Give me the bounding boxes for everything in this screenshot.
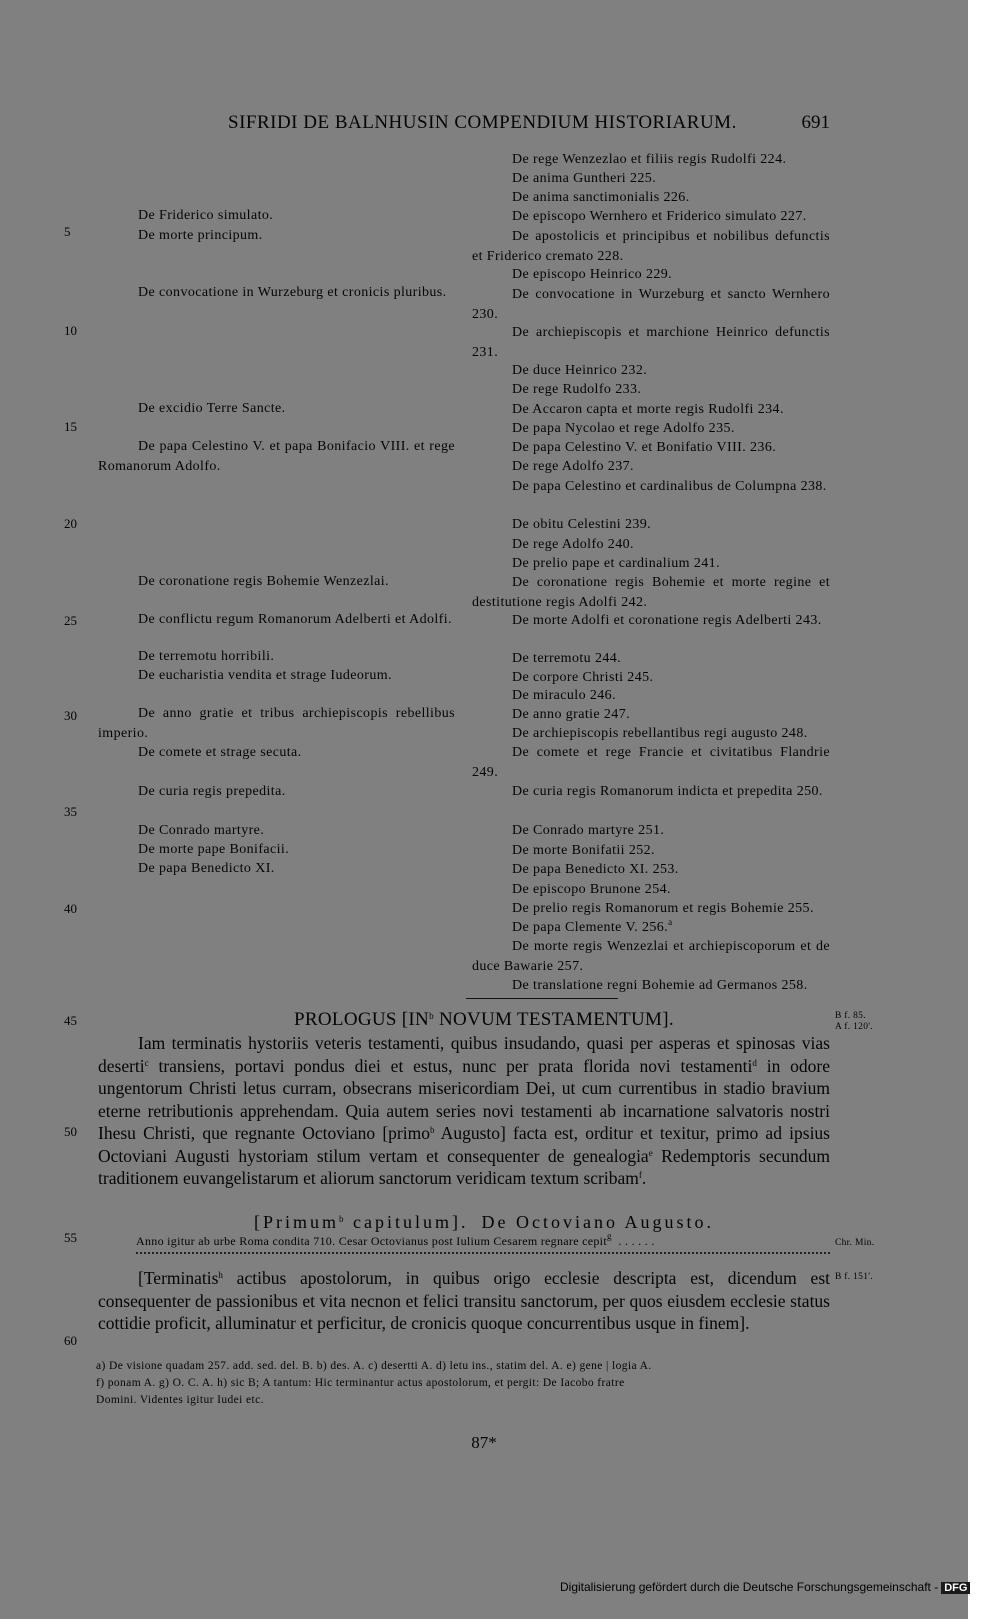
- footnote-marker: h: [218, 1270, 223, 1280]
- left-entry: De Conrado martyre.: [138, 823, 265, 838]
- right-column: [472, 0, 830, 1000]
- left-entry: De conflictu regum Romanorum Adelberti et Adolfi.: [138, 612, 452, 627]
- running-title: SIFRIDI DE BALNHUSIN COMPENDIUM HISTORIARUM.: [228, 112, 737, 133]
- funding-text: Digitalisierung gefördert durch die Deutsche Forschungsgemeinschaft -: [560, 1580, 939, 1594]
- text-run: [Terminatis: [138, 1268, 219, 1288]
- right-entry: De translatione regni Bohemie ad Germanos 258.: [512, 978, 808, 993]
- left-entry: De eucharistia vendita et strage Iudeorum.: [138, 668, 392, 683]
- left-entry: De convocatione in Wurzeburg et cronicis pluribus.: [138, 285, 447, 300]
- chronicle-text: Anno igitur ab urbe Roma condita 710. Cesar Octovianus post Iulium Cesarem regnare cepit: [136, 1234, 607, 1248]
- margin-note-a-f120: A f. 120'.: [835, 1022, 873, 1032]
- footnote-line: a) De visione quadam 257. add. sed. del. B. b) des. A. c) desertti A. d) letu ins., statim del. A. e) gene | logia A.: [96, 1360, 652, 1372]
- right-entry: De rege Adolfo 237.: [512, 459, 634, 474]
- chapter-body: [98, 1267, 830, 1335]
- leader-dots: . . . . . .: [618, 1234, 655, 1248]
- right-entry: De morte Bonifatii 252.: [512, 843, 655, 858]
- right-entry: De anima sanctimonialis 226.: [512, 190, 690, 205]
- text-run: actibus apostolorum, in quibus origo ecclesie descripta est, dicendum est consequenter de passionibus et vita necnon et felici transitu sanctorum, per quos eiusdem ecclesie status cottidie proficit, alluminatur et perficitur, de cronicis quoque concurrentibus usque in finem].: [98, 1268, 830, 1333]
- right-entry-text: De papa Clemente V. 256.: [512, 920, 669, 935]
- right-entry: De convocatione in Wurzeburg et sancto Wernhero 230.: [472, 287, 830, 322]
- footnote-marker: a: [668, 917, 673, 927]
- line-number: 30: [64, 708, 77, 723]
- funding-notice: [560, 1580, 970, 1594]
- margin-note-b-f151: B f. 151'.: [835, 1272, 873, 1282]
- footnote-line: Domini. Videntes igitur Iudei etc.: [96, 1394, 264, 1406]
- text-run: Augusto] facta est, orditur et texitur, primo ad ipsius Octoviani Augusti hystoriam stilum vertam et consequenter de genealogia: [98, 1123, 830, 1166]
- page-number: 691: [801, 112, 830, 133]
- chronicle-line: [136, 1231, 830, 1249]
- line-number: 20: [64, 516, 77, 531]
- footnote-marker: b: [339, 1214, 346, 1224]
- footnote-marker: g: [606, 1231, 612, 1241]
- chapter-title-part: [Primum: [254, 1212, 340, 1232]
- footnote-marker: e: [648, 1147, 653, 1158]
- text-run: Iam terminatis hystoriis veteris testamenti, quibus insudando, quasi per asperas et spinosas vias deserti: [98, 1033, 830, 1076]
- chapter-paragraph: [98, 1267, 830, 1335]
- right-entry: De archiepiscopis rebellantibus regi augusto 248.: [512, 726, 808, 741]
- right-entry: De duce Heinrico 232.: [512, 363, 648, 378]
- signature-mark: 87*: [471, 1433, 497, 1452]
- margin-note: [835, 1011, 873, 1033]
- right-entry: De episcopo Brunone 254.: [512, 882, 671, 897]
- line-number: 50: [64, 1124, 77, 1139]
- right-entry: De rege Wenzezlao et filiis regis Rudolfi 224.: [512, 152, 787, 167]
- left-entry: De morte pape Bonifacii.: [138, 842, 290, 857]
- right-entry: De morte regis Wenzezlai et archiepiscoporum et de duce Bawarie 257.: [472, 939, 830, 974]
- right-entry: De comete et rege Francie et civitatibus Flandrie 249.: [472, 745, 830, 780]
- dfg-logo: DFG: [941, 1582, 970, 1594]
- footnote-marker: f: [638, 1170, 642, 1180]
- line-number: 60: [64, 1333, 77, 1348]
- dotted-separator: [136, 1252, 830, 1260]
- right-entry: De anima Guntheri 225.: [512, 171, 657, 186]
- section-divider: [466, 998, 618, 999]
- prologue-body: [98, 1032, 830, 1190]
- left-entry: De anno gratie et tribus archiepiscopis rebellibus imperio.: [98, 706, 455, 741]
- left-entry: De Friderico simulato.: [138, 208, 274, 223]
- line-number: 15: [64, 419, 77, 434]
- text-run: Redemptoris secundum traditionem euvangelistarum et aliorum sanctorum veridicam textum scribam: [98, 1145, 831, 1188]
- text-run: .: [641, 1168, 647, 1188]
- margin-note-b-f85: B f. 85.: [835, 1011, 866, 1021]
- footnotes: [96, 1358, 830, 1409]
- right-entry: De morte Adolfi et coronatione regis Adelberti 243.: [512, 613, 822, 628]
- line-number: 10: [64, 323, 77, 338]
- left-column: [98, 0, 455, 900]
- footnote-marker: c: [144, 1057, 149, 1068]
- left-entry: De papa Benedicto XI.: [138, 861, 275, 876]
- line-number: 35: [64, 804, 77, 819]
- left-entry: De terremotu horribili.: [138, 649, 275, 664]
- right-entry: De anno gratie 247.: [512, 707, 631, 722]
- right-entry: De rege Rudolfo 233.: [512, 382, 642, 397]
- right-entry: De Accaron capta et morte regis Rudolfi 234.: [512, 402, 784, 417]
- footnote-marker: d: [752, 1057, 757, 1068]
- right-entry: De corpore Christi 245.: [512, 670, 654, 685]
- chapter-subtitle: De Octoviano Augusto.: [481, 1212, 714, 1232]
- left-entry: De excidio Terre Sancte.: [138, 401, 286, 416]
- line-number: 55: [64, 1230, 77, 1245]
- right-entry: De papa Benedicto XI. 253.: [512, 862, 679, 877]
- left-entry: De coronatione regis Bohemie Wenzezlai.: [138, 574, 389, 589]
- right-entry: De miraculo 246.: [512, 688, 616, 703]
- right-entry: De rege Adolfo 240.: [512, 537, 634, 552]
- right-entry: De papa Celestino V. et Bonifatio VIII. 236.: [512, 440, 777, 455]
- right-entry: De apostolicis et principibus et nobilibus defunctis et Friderico cremato 228.: [472, 229, 830, 264]
- line-number: 5: [64, 224, 71, 239]
- line-number: 40: [64, 901, 77, 916]
- footnote-marker: b: [429, 1011, 434, 1021]
- text-run: in odore ungentorum Christi letus curram, obsecrans misericordiam Dei, ut cum currentibus in stadio bravium eterne retributionis apprehendam. Quia autem series novi testamenti ab incarnatione salvatoris nostri Ihesu Christi, que regnante Octoviano [primo: [98, 1055, 830, 1143]
- prologue-title-part: NOVUM TESTAMENTUM].: [433, 1009, 674, 1030]
- left-entry: De morte principum.: [138, 228, 263, 243]
- right-entry: De episcopo Heinrico 229.: [512, 267, 673, 282]
- left-entry: De papa Celestino V. et papa Bonifacio VIII. et rege Romanorum Adolfo.: [98, 439, 455, 474]
- right-entry: De terremotu 244.: [512, 651, 622, 666]
- footnote-line: f) ponam A. g) O. C. A. h) sic B; A tantum: Hic terminantur actus apostolorum, et pergit: De Iacobo fratre: [96, 1377, 625, 1389]
- right-entry: De obitu Celestini 239.: [512, 517, 652, 532]
- right-entry: De papa Nycolao et rege Adolfo 235.: [512, 421, 735, 436]
- chapter-title: [0, 1212, 968, 1233]
- footnote-marker: b: [429, 1125, 435, 1135]
- line-number: 45: [64, 1013, 77, 1028]
- right-entry: De Conrado martyre 251.: [512, 823, 665, 838]
- right-entry: De papa Celestino et cardinalibus de Columpna 238.: [512, 479, 827, 494]
- left-entry: De comete et strage secuta.: [138, 745, 302, 760]
- right-entry: De episcopo Wernhero et Friderico simulato 227.: [512, 209, 807, 224]
- prologue-title-part: PROLOGUS [IN: [294, 1009, 430, 1030]
- prologue-title: [0, 1009, 968, 1031]
- prologue-paragraph: [98, 1032, 830, 1190]
- line-number: 25: [64, 613, 77, 628]
- right-entry: De coronatione regis Bohemie et morte regine et destitutione regis Adolfi 242.: [472, 575, 830, 610]
- left-entry: De curia regis prepedita.: [138, 784, 286, 799]
- right-entry: De prelio pape et cardinalium 241.: [512, 556, 720, 571]
- right-entry: [472, 918, 830, 938]
- right-entry: De prelio regis Romanorum et regis Bohemie 255.: [512, 901, 814, 916]
- margin-note-chr-min: Chr. Min.: [835, 1238, 875, 1248]
- right-entry: De archiepiscopis et marchione Heinrico defunctis 231.: [472, 325, 830, 360]
- chapter-title-part: capitulum].: [345, 1212, 469, 1232]
- right-entry: De curia regis Romanorum indicta et prepedita 250.: [512, 784, 823, 799]
- text-run: transiens, portavi pondus diei et estus, nunc per prata florida novi testamenti: [148, 1055, 753, 1076]
